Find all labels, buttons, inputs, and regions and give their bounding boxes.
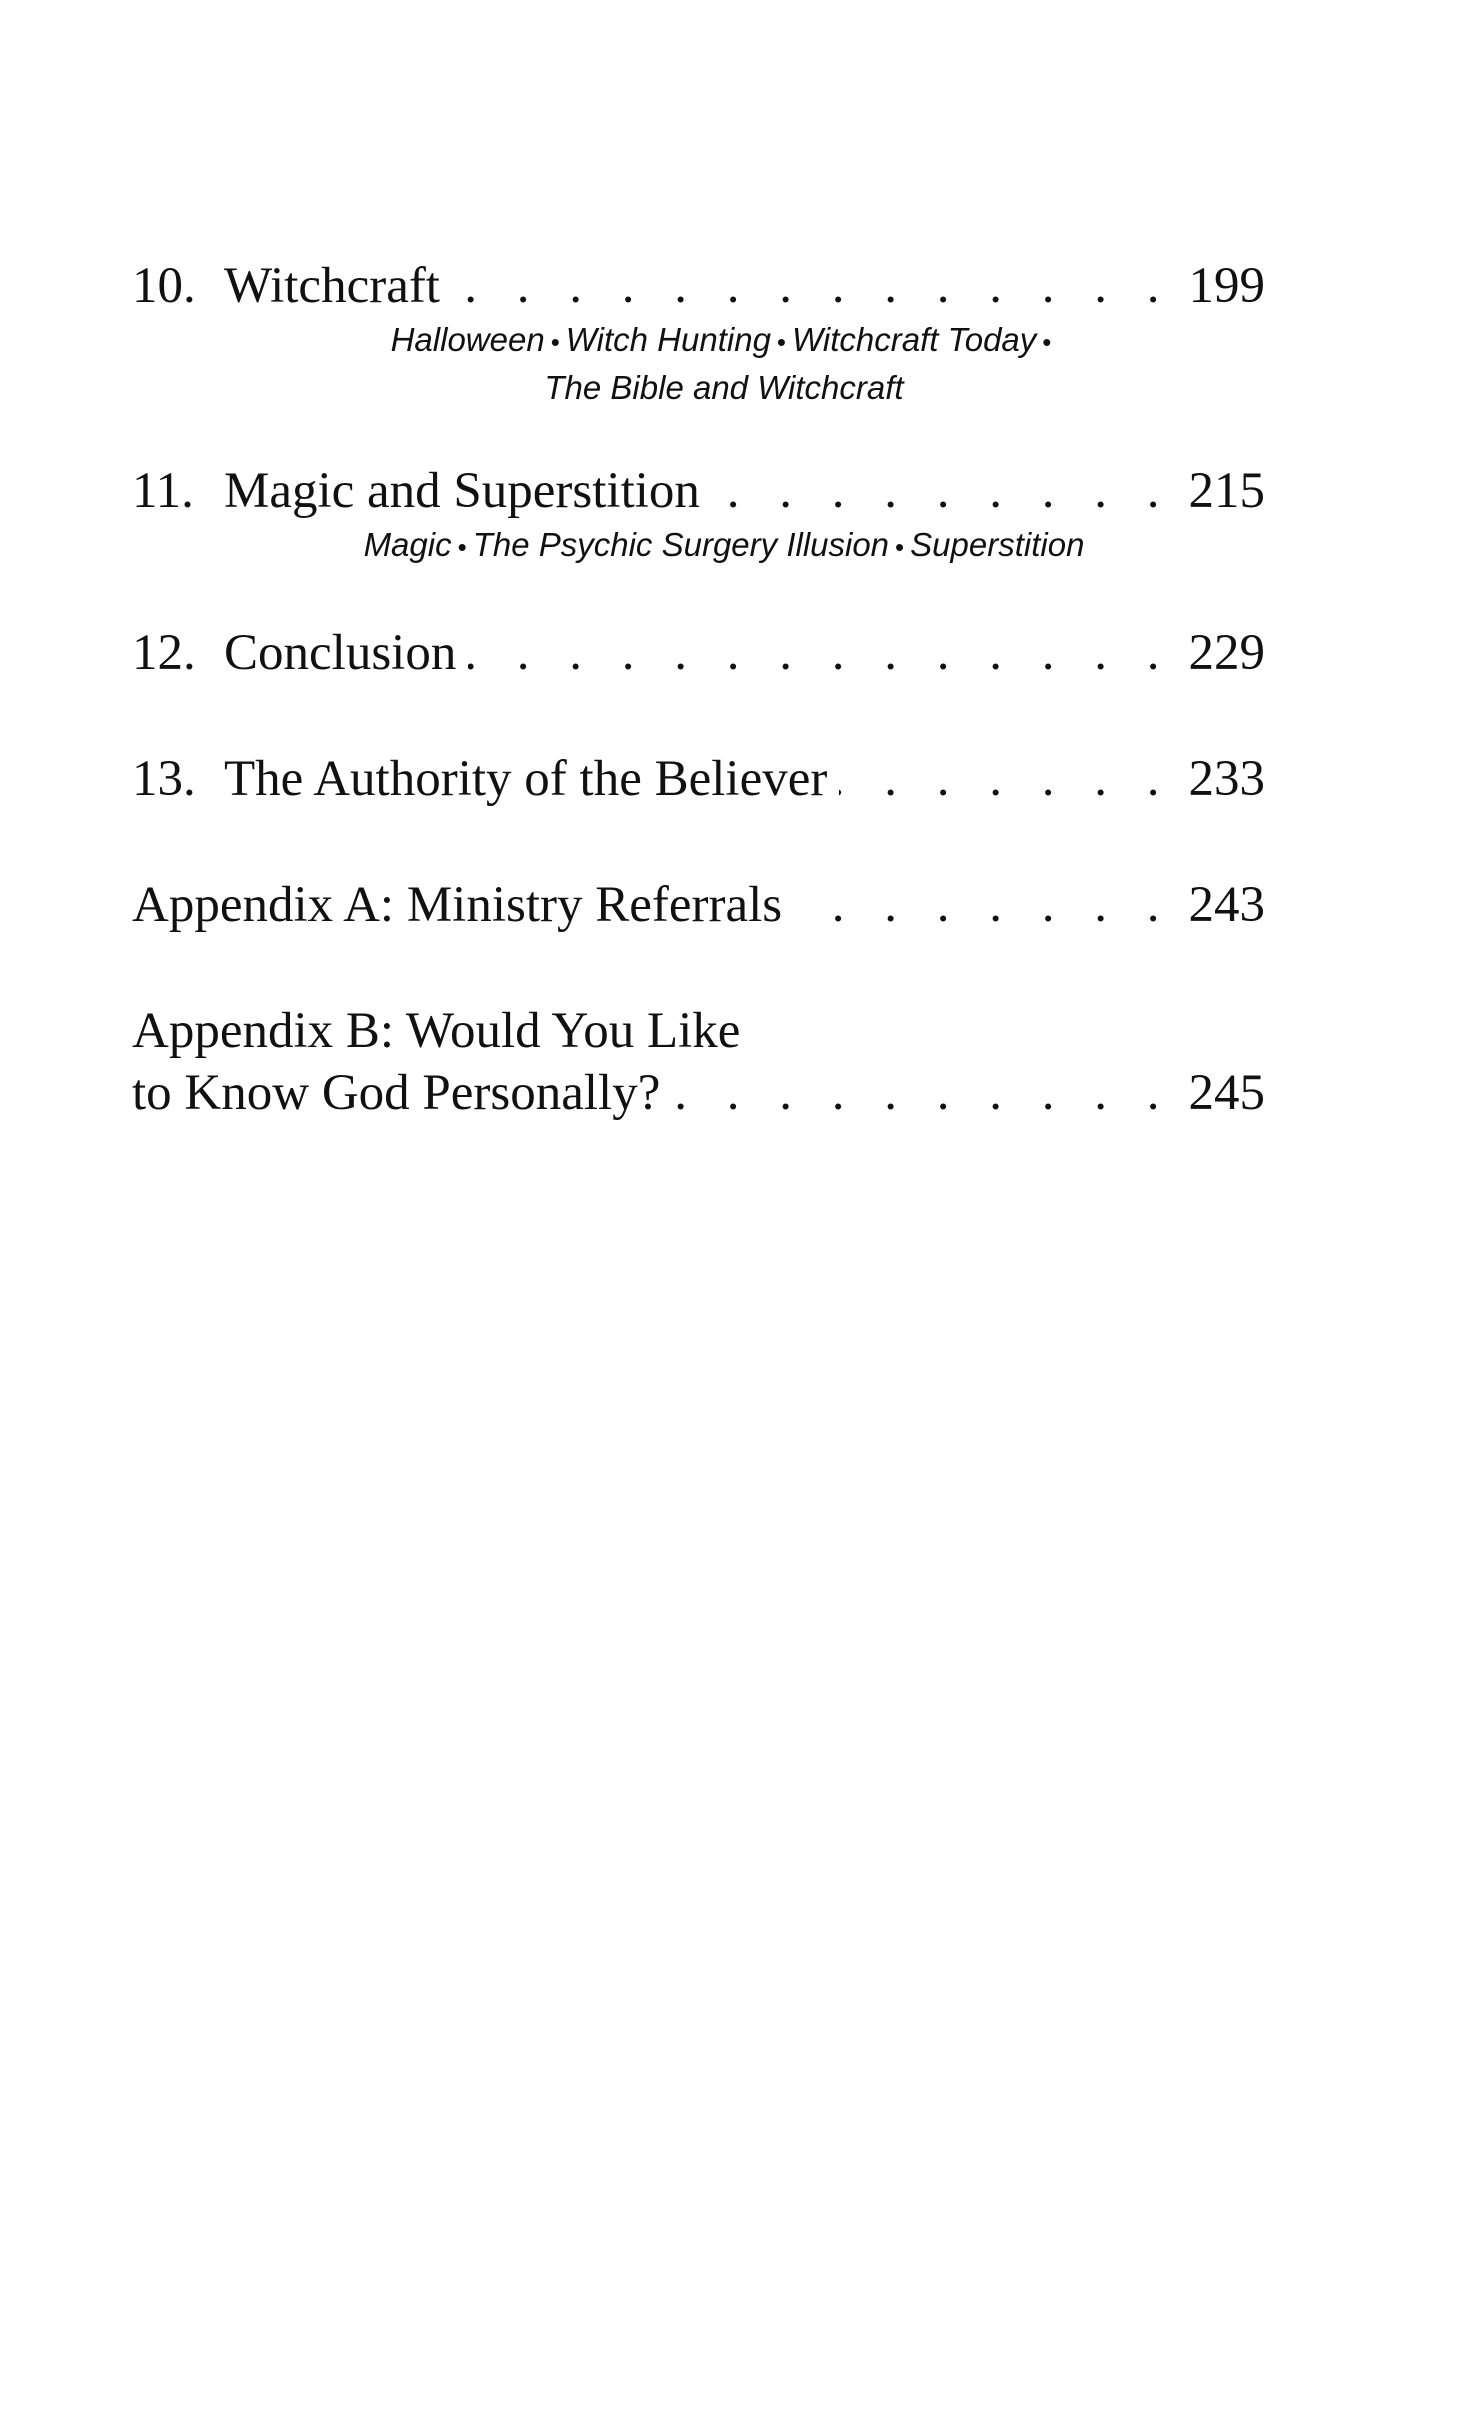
page-number: 215 <box>1188 463 1265 519</box>
page-number: 229 <box>1188 625 1265 681</box>
dot-leader <box>712 460 1173 522</box>
toc-entry-row <box>132 874 1265 936</box>
toc-entry-magic-and-superstition[interactable] <box>132 460 1265 570</box>
chapter-title: Magic and Superstition <box>224 463 700 519</box>
chapter-title: Conclusion <box>224 625 457 681</box>
subtopic: The Psychic Surgery Illusion <box>472 526 890 563</box>
subtopic: Superstition <box>910 526 1085 563</box>
chapter-number: 13. <box>132 751 196 807</box>
toc-entry-row <box>132 748 1265 810</box>
bullet-icon: • <box>457 532 467 562</box>
toc-entry-witchcraft[interactable] <box>132 255 1265 410</box>
toc-entry-row <box>132 622 1265 684</box>
chapter-title: Witchcraft <box>224 258 440 314</box>
dot-leader <box>468 622 1173 684</box>
page-number: 233 <box>1188 751 1265 807</box>
bullet-icon: • <box>1042 327 1052 357</box>
subtopic: Witch Hunting <box>565 321 771 358</box>
chapter-number: 10. <box>132 258 196 314</box>
bullet-icon: • <box>776 327 787 357</box>
dot-leader <box>839 748 1173 810</box>
dot-leader <box>452 255 1173 317</box>
page-number: 243 <box>1188 877 1265 933</box>
subtopic: The Bible and Witchcraft <box>544 369 904 406</box>
toc-entry-appendix-b[interactable] <box>132 1000 1265 1124</box>
chapter-title: The Authority of the Believer <box>224 751 828 807</box>
subtopic: Magic <box>363 526 452 563</box>
bullet-icon: • <box>550 327 560 357</box>
appendix-title-line1: Appendix B: Would You Like <box>132 1003 741 1059</box>
dot-leader <box>672 1062 1173 1124</box>
toc-entry-conclusion[interactable] <box>132 622 1265 684</box>
subtopic: Witchcraft Today <box>792 321 1037 358</box>
subtopics <box>224 317 1224 410</box>
dot-leader <box>794 874 1173 936</box>
subtopics <box>224 522 1224 570</box>
appendix-title: Appendix A: Ministry Referrals <box>132 877 783 933</box>
chapter-number: 12. <box>132 625 196 681</box>
toc-entry-appendix-a[interactable] <box>132 874 1265 936</box>
subtopic: Halloween <box>390 321 545 358</box>
toc-entry-row <box>132 255 1265 317</box>
toc-entry-row <box>132 1062 1265 1124</box>
chapter-number: 11. <box>132 463 194 519</box>
toc-entry-authority-of-the-believer[interactable] <box>132 748 1265 810</box>
page-number: 245 <box>1188 1065 1265 1121</box>
page-number: 199 <box>1188 258 1265 314</box>
appendix-title-line2: to Know God Personally? <box>132 1065 661 1121</box>
toc-entry-row <box>132 460 1265 522</box>
bullet-icon: • <box>895 532 905 562</box>
